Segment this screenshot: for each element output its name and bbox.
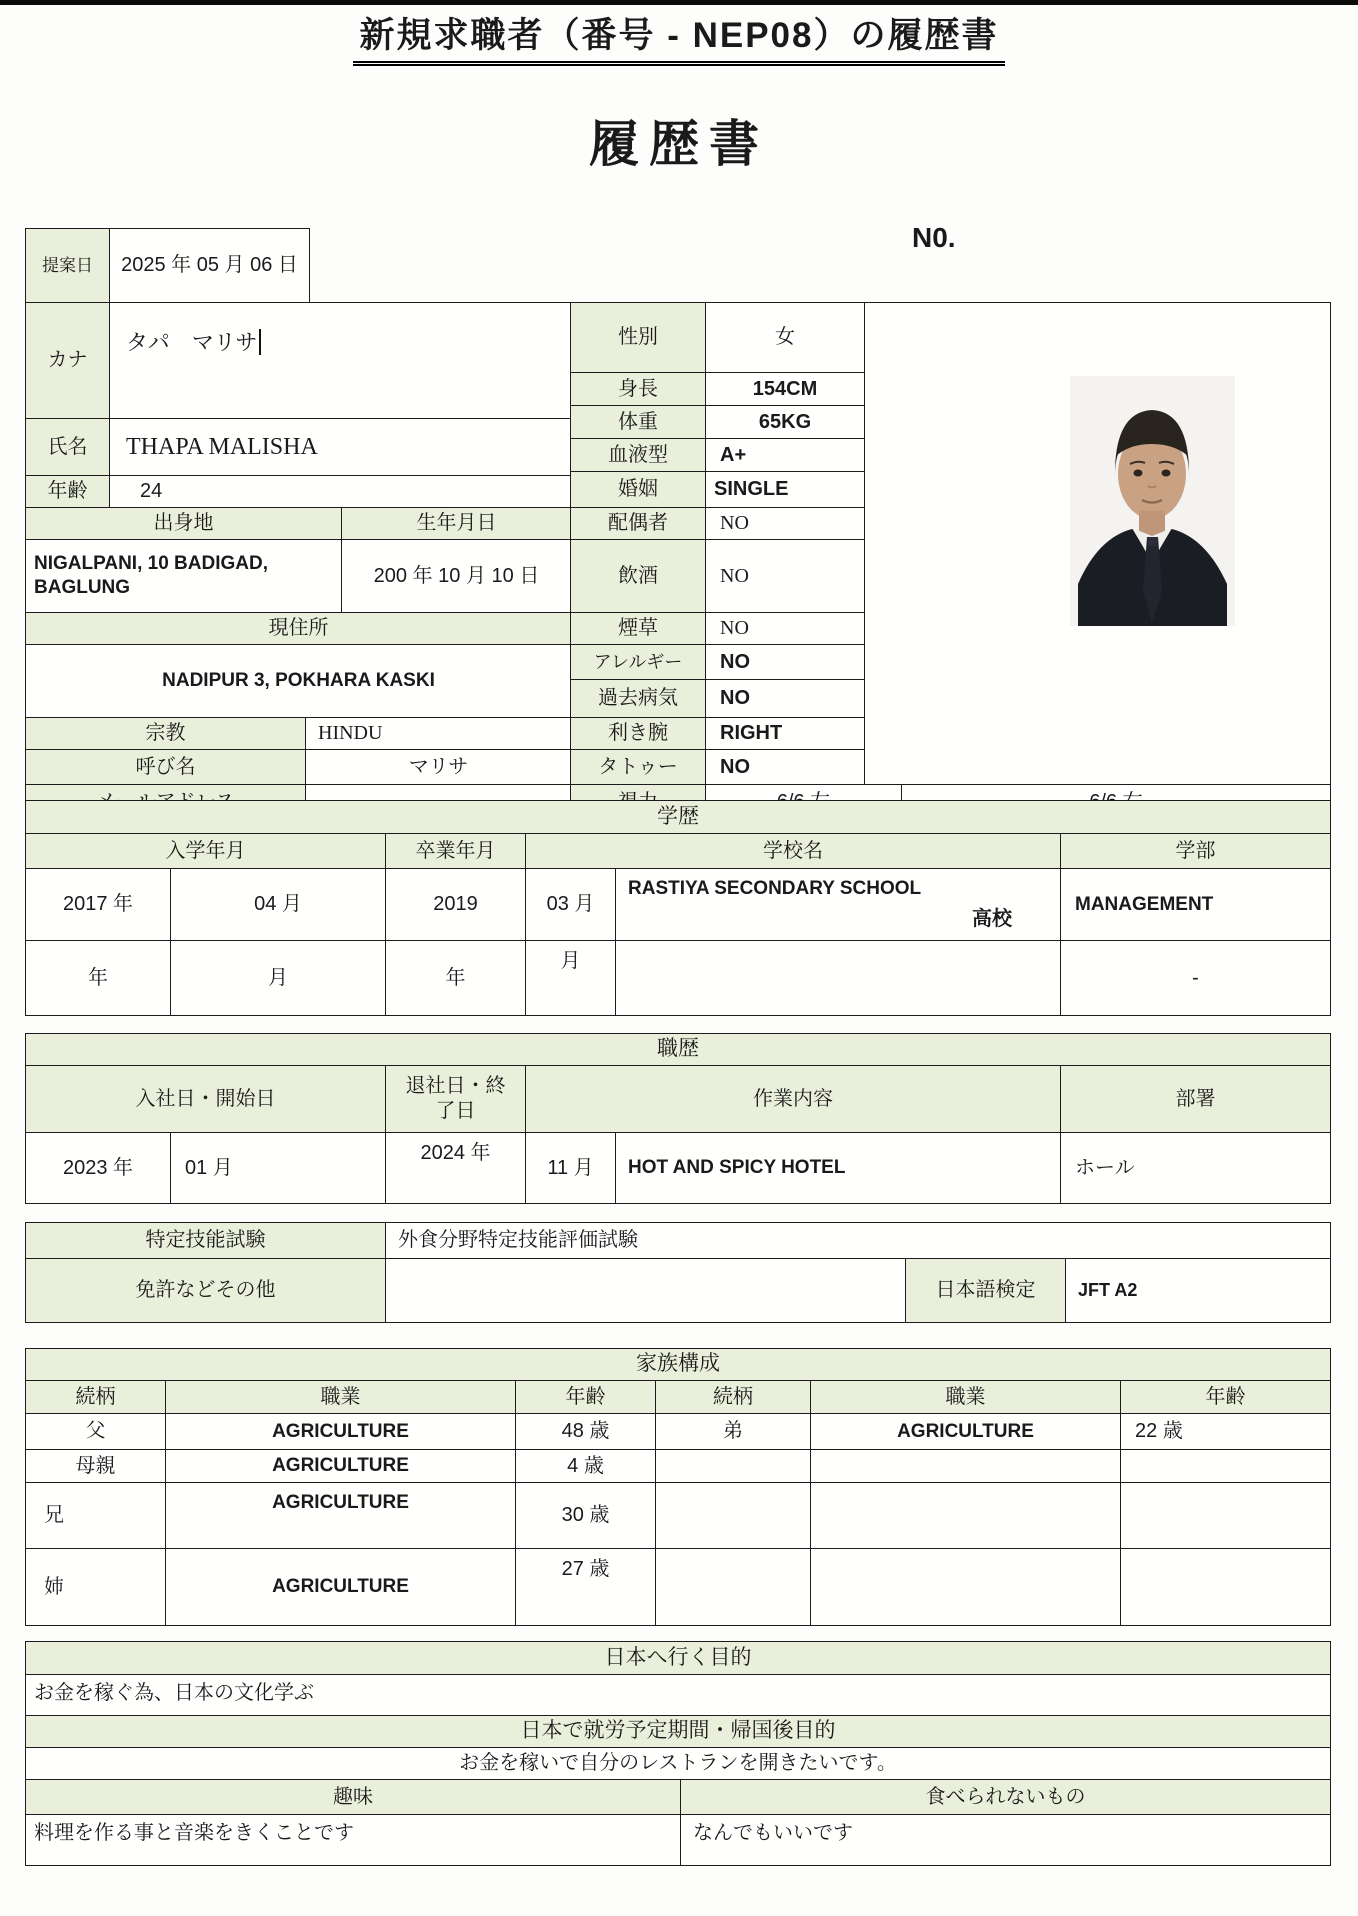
family-row1-age1: 48 歳	[515, 1413, 656, 1450]
family-row4-occupation2	[810, 1548, 1121, 1626]
nickname-label: 呼び名	[25, 749, 306, 785]
work-row-description: HOT AND SPICY HOTEL	[615, 1132, 1061, 1204]
education-header-start: 入学年月	[25, 833, 386, 869]
birthdate-value: 200 年 10 月 10 日	[341, 539, 572, 613]
family-row4-age1: 27 歳	[515, 1548, 656, 1626]
height-label: 身長	[570, 372, 706, 406]
work-title: 職歴	[25, 1033, 1331, 1066]
work-row-end-month: 11 月	[525, 1132, 616, 1204]
education-row1-start-month: 04 月	[170, 868, 386, 941]
family-row2-relation2	[655, 1449, 811, 1483]
family-row3-relation2	[655, 1482, 811, 1549]
family-header-relation1: 続柄	[25, 1380, 166, 1414]
weight-value: 65KG	[705, 405, 865, 439]
education-row1-school-suffix: 高校	[972, 908, 1012, 930]
text-cursor	[259, 329, 261, 355]
hobby-value: 料理を作る事と音楽をきくことです	[25, 1814, 681, 1866]
family-header-age1: 年齢	[515, 1380, 656, 1414]
education-row1-school	[615, 868, 1061, 941]
family-row1-relation2: 弟	[655, 1413, 811, 1450]
dominant-hand-label: 利き腕	[570, 717, 706, 750]
food-value: なんでもいいです	[680, 1814, 1331, 1866]
id-photo	[1070, 376, 1235, 626]
name-value: THAPA MALISHA	[109, 418, 572, 476]
visit-purpose-value: お金を稼ぐ為、日本の文化学ぶ	[25, 1674, 1331, 1716]
education-title: 学歴	[25, 800, 1331, 834]
education-row2-end-month: 月	[525, 940, 616, 1016]
religion-label: 宗教	[25, 717, 306, 750]
marital-status-value: SINGLE	[705, 471, 865, 508]
work-row-department: ホール	[1060, 1132, 1331, 1204]
family-title: 家族構成	[25, 1348, 1331, 1381]
no-label: N0.	[912, 222, 956, 253]
skill-exam-label: 特定技能試験	[25, 1222, 386, 1259]
work-row-end-year: 2024 年	[385, 1132, 526, 1204]
family-row3-occupation2	[810, 1482, 1121, 1549]
family-row4-relation1: 姉	[25, 1548, 166, 1626]
spouse-value: NO	[705, 507, 865, 540]
drinking-label: 飲酒	[570, 539, 706, 613]
blood-type-label: 血液型	[570, 438, 706, 472]
family-row1-occupation2: AGRICULTURE	[810, 1413, 1121, 1450]
education-row2-faculty: -	[1060, 940, 1331, 1016]
family-row1-relation1: 父	[25, 1413, 166, 1450]
tattoo-value: NO	[705, 749, 865, 785]
family-row2-relation1: 母親	[25, 1449, 166, 1483]
religion-value: HINDU	[305, 717, 572, 750]
height-value: 154CM	[705, 372, 865, 406]
work-period-value: お金を稼いで自分のレストランを開きたいです。	[25, 1747, 1331, 1780]
family-row2-occupation2	[810, 1449, 1121, 1483]
gender-value: 女	[705, 302, 865, 373]
education-row1-end-month: 03 月	[525, 868, 616, 941]
weight-label: 体重	[570, 405, 706, 439]
work-header-department: 部署	[1060, 1065, 1331, 1133]
family-row4-occupation1: AGRICULTURE	[165, 1548, 516, 1626]
kana-label: カナ	[25, 302, 110, 419]
hobby-label: 趣味	[25, 1779, 681, 1815]
license-label: 免許などその他	[25, 1258, 386, 1323]
age-value: 24	[109, 475, 572, 508]
skill-exam-value: 外食分野特定技能評価試験	[385, 1222, 1331, 1259]
education-row2-start-year: 年	[25, 940, 171, 1016]
top-black-strip	[0, 0, 1358, 5]
education-row1-start-year: 2017 年	[25, 868, 171, 941]
family-header-relation2: 続柄	[655, 1380, 811, 1414]
document-title-text: 新規求職者（番号 - NEP08）の履歴書	[353, 8, 1004, 66]
gender-label: 性別	[570, 302, 706, 373]
birthplace-value: NIGALPANI, 10 BADIGAD, BAGLUNG	[25, 539, 342, 613]
family-row3-relation1: 兄	[25, 1482, 166, 1549]
address-label: 現住所	[25, 612, 572, 645]
marital-status-label: 婚姻	[570, 471, 706, 508]
proposal-date-value: 2025 年 05 月 06 日	[109, 228, 310, 303]
blood-type-value: A+	[705, 438, 865, 472]
family-row3-age2	[1120, 1482, 1331, 1549]
family-row4-age2	[1120, 1548, 1331, 1626]
document-title	[0, 8, 1358, 66]
education-row1-faculty: MANAGEMENT	[1060, 868, 1331, 941]
birthdate-label: 生年月日	[341, 507, 572, 540]
family-row2-occupation1: AGRICULTURE	[165, 1449, 516, 1483]
education-row2-school	[615, 940, 1061, 1016]
work-header-end: 退社日・終了日	[385, 1065, 526, 1133]
spouse-label: 配偶者	[570, 507, 706, 540]
name-label: 氏名	[25, 418, 110, 476]
education-row1-school-name: RASTIYA SECONDARY SCHOOL	[628, 878, 922, 899]
smoking-label: 煙草	[570, 612, 706, 645]
family-row2-age2	[1120, 1449, 1331, 1483]
past-illness-value: NO	[705, 679, 865, 718]
address-value: NADIPUR 3, POKHARA KASKI	[25, 644, 572, 718]
family-row1-age2: 22 歳	[1120, 1413, 1331, 1450]
work-period-title: 日本で就労予定期間・帰国後目的	[25, 1715, 1331, 1748]
family-header-occupation2: 職業	[810, 1380, 1121, 1414]
drinking-value: NO	[705, 539, 865, 613]
jlpt-value: JFT A2	[1065, 1258, 1331, 1323]
family-header-occupation1: 職業	[165, 1380, 516, 1414]
tattoo-label: タトゥー	[570, 749, 706, 785]
nickname-value: マリサ	[305, 749, 572, 785]
kana-field[interactable]	[109, 302, 572, 419]
work-row-start-year: 2023 年	[25, 1132, 171, 1204]
allergy-label: アレルギー	[570, 644, 706, 680]
education-row1-end-year: 2019	[385, 868, 526, 941]
education-row2-end-year: 年	[385, 940, 526, 1016]
education-row2-start-month: 月	[170, 940, 386, 1016]
past-illness-label: 過去病気	[570, 679, 706, 718]
work-header-start: 入社日・開始日	[25, 1065, 386, 1133]
smoking-value: NO	[705, 612, 865, 645]
family-row3-age1: 30 歳	[515, 1482, 656, 1549]
visit-purpose-title: 日本へ行く目的	[25, 1641, 1331, 1675]
kana-value: タパ マリサ	[126, 330, 258, 355]
family-row4-relation2	[655, 1548, 811, 1626]
birthplace-label: 出身地	[25, 507, 342, 540]
allergy-value: NO	[705, 644, 865, 680]
education-header-school: 学校名	[525, 833, 1061, 869]
age-label: 年齢	[25, 475, 110, 508]
work-header-description: 作業内容	[525, 1065, 1061, 1133]
family-row1-occupation1: AGRICULTURE	[165, 1413, 516, 1450]
education-header-faculty: 学部	[1060, 833, 1331, 869]
work-row-start-month: 01 月	[170, 1132, 386, 1204]
license-value	[385, 1258, 906, 1323]
proposal-date-label: 提案日	[25, 228, 110, 303]
jlpt-label: 日本語検定	[905, 1258, 1066, 1323]
food-label: 食べられないもの	[680, 1779, 1331, 1815]
education-header-end: 卒業年月	[385, 833, 526, 869]
family-row2-age1: 4 歳	[515, 1449, 656, 1483]
dominant-hand-value: RIGHT	[705, 717, 865, 750]
family-row3-occupation1: AGRICULTURE	[165, 1482, 516, 1549]
family-header-age2: 年齢	[1120, 1380, 1331, 1414]
page-title: 履歴書	[589, 116, 769, 172]
